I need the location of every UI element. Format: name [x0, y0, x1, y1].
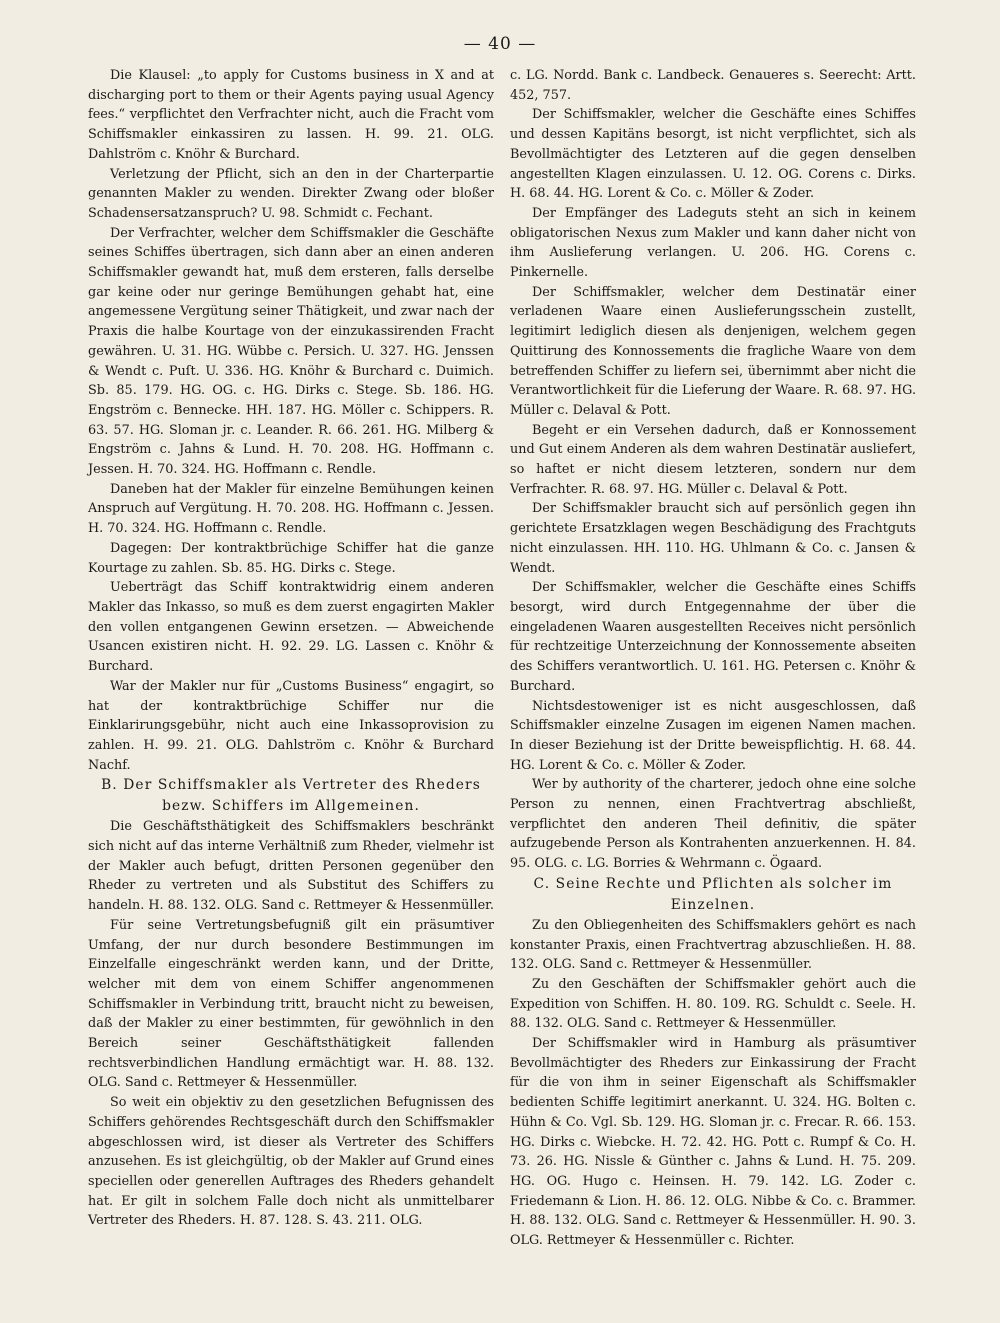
paragraph: Der Schiffsmakler, welcher die Geschäfte eines Schiffs besorgt, wird durch Entgegennahme der über die eingeladenen Waaren ausgestellten Receives nicht persönlich für rechtzeitige Unterzeichnung der Konnossemente abseiten des Schiffers verantwortlich. U. 161. HG. Petersen c. Knöhr & Burchard. [510, 580, 916, 694]
page-number: — 40 — [463, 34, 537, 54]
paragraph: Der Schiffsmakler wird in Hamburg als präsumtiver Bevollmächtigter des Rheders zur Einkassirung der Fracht für die von ihm in seiner Eigenschaft als Schiffsmakler bedienten Schiffe legitimirt anerkannt. U. 324. HG. Bolten c. Hühn & Co. Vgl. Sb. 129. HG. Sloman jr. c. Frecar. R. 66. 153. HG. Dirks c. Wiebcke. H. 72. 42. HG. Pott c. Rumpf & Co. H. 73. 26. HG. Nissle & Günther c. Jahns & Lund. H. 75. 209. HG. OG. Hugo c. Heinsen. H. 79. 142. LG. Zoder c. Friedemann & Lion. H. 86. 12. OLG. Nibbe & Co. c. Brammer. H. 88. 132. OLG. Sand c. Rettmeyer & Hessenmüller. H. 90. 3. OLG. Rettmeyer & Hessenmüller c. Richter. [510, 1036, 916, 1249]
paragraph: Zu den Geschäften der Schiffsmakler gehört auch die Expedition von Schiffen. H. 80. 109. RG. Schuldt c. Seele. H. 88. 132. OLG. Sand c. Rettmeyer & Hessenmüller. [510, 976, 916, 1032]
paragraph: Dagegen: Der kontraktbrüchige Schiffer hat die ganze Kourtage zu zahlen. Sb. 85. HG. Dirks c. Stege. [88, 540, 494, 576]
paragraph: Die Klausel: „to apply for Customs business in X and at discharging port to them or their Agents paying usual Agency fees.“ verpflichtet den Verfrachter nicht, auch die Fracht vom Schiffsmakler einkassiren zu lassen. H. 99. 21. OLG. Dahlström c. Knöhr & Burchard. [88, 68, 494, 162]
paragraph: Der Schiffsmakler, welcher die Geschäfte eines Schiffes und dessen Kapitäns besorgt, ist nicht verpflichtet, sich als Bevollmächtigter des Letzteren auf die gegen denselben angestellten Klagen einzulassen. U. 12. OG. Corens c. Dirks. H. 68. 44. HG. Lorent & Co. c. Möller & Zoder. [510, 107, 916, 202]
paragraph: Begeht er ein Versehen dadurch, daß er Konnossement und Gut einem Anderen als dem wahren Destinatär ausliefert, so haftet er nicht diesem letzteren, sondern nur dem Verfrachter. R. 68. 97. HG. Müller c. Delaval & Pott. [510, 422, 916, 497]
paragraph: Verletzung der Pflicht, sich an den in der Charterpartie genannten Makler zu wenden. Direkter Zwang oder bloßer Schadensersatzanspruch? U. 98. Schmidt c. Fechant. [88, 166, 494, 221]
paragraph: Daneben hat der Makler für einzelne Bemühungen keinen Anspruch auf Vergütung. H. 70. 208. HG. Hoffmann c. Jessen. H. 70. 324. HG. Hoffmann c. Rendle. [88, 481, 494, 537]
section-heading: B. Der Schiffsmakler als Vertreter des Rheders bezw. Schiffers im Allgemeinen. [101, 777, 481, 815]
paragraph: Für seine Vertretungsbefugniß gilt ein präsumtiver Umfang, der nur durch besondere Bestimmungen im Einzelfalle eingeschränkt werden kann, und der Dritte, welcher mit dem von einem Schiffer angenommenen Schiffsmakler in Verbindung tritt, braucht nicht zu beweisen, daß der Makler zu einer bestimmten, für gewöhnlich in den Bereich seiner Geschäftsthätigkeit fallenden rechtsverbindlichen Handlung ermächtigt war. H. 88. 132. OLG. Sand c. Rettmeyer & Hessenmüller. [88, 917, 494, 1091]
paragraph: Wer by authority of the charterer, jedoch ohne eine solche Person zu nennen, einen Frachtvertrag abschließt, verpflichtet den anderen Theil definitiv, die später aufzugebende Person als Kontrahenten anzuerkennen. H. 84. 95. OLG. c. LG. Borries & Wehrmann c. Ögaard. [510, 777, 916, 872]
right-column [510, 66, 916, 1251]
paragraph: Ueberträgt das Schiff kontraktwidrig einem anderen Makler das Inkasso, so muß es dem zuerst engagirten Makler den vollen entgangenen Gewinn ersetzen. — Abweichende Usancen existiren nicht. H. 92. 29. LG. Lassen c. Knöhr & Burchard. [88, 580, 494, 675]
left-column [88, 66, 494, 1231]
paragraph: Nichtsdestoweniger ist es nicht ausgeschlossen, daß Schiffsmakler einzelne Zusagen im eigenen Namen machen. In dieser Beziehung ist der Dritte beweispflichtig. H. 68. 44. HG. Lorent & Co. c. Möller & Zoder. [510, 698, 916, 773]
paragraph: Der Empfänger des Ladeguts steht an sich in keinem obligatorischen Nexus zum Makler und kann daher nicht von ihm Auslieferung verlangen. U. 206. HG. Corens c. Pinkernelle. [510, 205, 916, 281]
paragraph: War der Makler nur für „Customs Business“ engagirt, so hat der kontraktbrüchige Schiffer nur die Einklarirungsgebühr, nicht auch eine Inkassoprovision zu zahlen. H. 99. 21. OLG. Dahlström c. Knöhr & Burchard Nachf. [88, 678, 494, 773]
paragraph: c. LG. Nordd. Bank c. Landbeck. Genaueres s. Seerecht: Artt. 452, 757. [510, 68, 916, 103]
paragraph: Der Verfrachter, welcher dem Schiffsmakler die Geschäfte seines Schiffes übertragen, sich dann aber an einen anderen Schiffsmakler gewandt hat, muß dem ersteren, falls derselbe gar keine oder nur geringe Bemühungen gehabt hat, eine angemessene Vergütung seiner Thätigkeit, und zwar nach der Praxis die halbe Kourtage von der einzukassirenden Fracht gewähren. U. 31. HG. Wübbe c. Persich. U. 327. HG. Jenssen & Wendt c. Puſt. U. 336. HG. Knöhr & Burchard c. Duimich. Sb. 85. 179. HG. OG. c. HG. Dirks c. Stege. Sb. 186. HG. Engström c. Bennecke. HH. 187. HG. Möller c. Schippers. R. 63. 57. HG. Sloman jr. c. Leander. R. 66. 261. HG. Milberg & Engström c. Jahns & Lund. H. 70. 208. HG. Hoffmann c. Jessen. H. 70. 324. HG. Hoffmann c. Rendle. [88, 225, 494, 478]
paragraph: So weit ein objektiv zu den gesetzlichen Befugnissen des Schiffers gehörendes Rechtsgeschäft durch den Schiffsmakler abgeschlossen wird, ist dieser als Vertreter des Schiffers anzusehen. Es ist gleichgültig, ob der Makler auf Grund eines speciellen oder generellen Auftrages des Rheders gehandelt hat. Er gilt in solchem Falle doch nicht als unmittelbarer Vertreter des Rheders. H. 87. 128. S. 43. 211. OLG. [88, 1095, 494, 1229]
section-heading: C. Seine Rechte und Pflichten als solcher im Einzelnen. [533, 875, 893, 913]
paragraph: Zu den Obliegenheiten des Schiffsmaklers gehört es nach konstanter Praxis, einen Frachtvertrag abzuschließen. H. 88. 132. OLG. Sand c. Rettmeyer & Hessenmüller. [510, 917, 916, 973]
paragraph: Der Schiffsmakler braucht sich auf persönlich gegen ihn gerichtete Ersatzklagen wegen Beschädigung des Frachtguts nicht einzulassen. HH. 110. HG. Uhlmann & Co. c. Jansen & Wendt. [510, 501, 916, 576]
paragraph: Der Schiffsmakler, welcher dem Destinatär einer verladenen Waare einen Auslieferungsschein zustellt, legitimirt lediglich diesen als denjenigen, welchem gegen Quittirung des Konnossements die fragliche Waare von dem betreffenden Schiffer zu liefern sei, übernimmt aber nicht die Verantwortlichkeit für die Lieferung der Waare. R. 68. 97. HG. Müller c. Delaval & Pott. [510, 284, 917, 418]
paragraph: Die Geschäftsthätigkeit des Schiffsmaklers beschränkt sich nicht auf das interne Verhältniß zum Rheder, vielmehr ist der Makler auch befugt, dritten Personen gegenüber den Rheder zu vertreten und als Substitut des Schiffers zu handeln. H. 88. 132. OLG. Sand c. Rettmeyer & Hessenmüller. [88, 819, 494, 914]
